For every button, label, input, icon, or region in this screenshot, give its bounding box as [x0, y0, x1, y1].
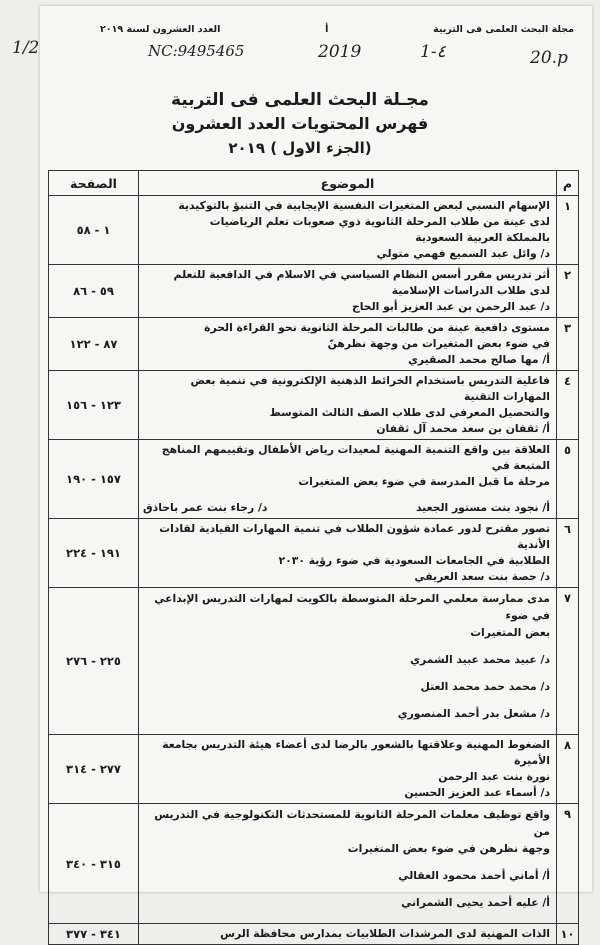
title-line: وجهة نظرهن في ضوء بعض المتغيرات: [347, 842, 550, 855]
table-header-row: [49, 171, 579, 196]
header-issue-year: العدد العشرون لسنة ٢٠١٩: [100, 24, 221, 35]
author-name: د/ عبد الرحمن بن عبد العزيز أبو الحاج: [351, 300, 550, 313]
title-line: العلاقة بين واقع التنمية المهنية لمعيدات رياض الأطفال وتقييمهم المناهج المتبعة في: [161, 443, 550, 472]
row-number: ٨: [557, 735, 579, 804]
table-row: [49, 519, 579, 588]
row-number: ٣: [557, 318, 579, 371]
row-topic: [139, 588, 557, 735]
author-name: أ/ مها صالح محمد الصقيري: [408, 353, 550, 366]
table-row: [49, 196, 579, 265]
header-pages: الصفحة: [49, 171, 139, 196]
running-header: [100, 24, 574, 35]
page-range: ١٢٣ - ١٥٦: [49, 371, 139, 440]
toc-title: فهرس المحتويات العدد العشرون: [171, 114, 429, 133]
header-num: م: [557, 171, 579, 196]
row-topic: [139, 265, 557, 318]
row-topic: [139, 924, 557, 945]
handwritten-fraction: 1/2: [12, 38, 40, 58]
author-name: أ/ أماني أحمد محمود العقالي: [398, 869, 550, 882]
table-row: [49, 265, 579, 318]
title-line: فاعلية التدريس باستخدام الخرائط الذهنية الإلكترونية في تنمية بعض المهارات التقنية: [190, 374, 550, 403]
row-number: ١٠: [557, 924, 579, 945]
title-line: نورة بنت عبد الرحمن: [438, 770, 550, 783]
author-pair: [143, 500, 550, 516]
row-topic: [139, 519, 557, 588]
table-row: [49, 804, 579, 924]
author-name: أ/ عليه أحمد يحيى الشمراني: [401, 896, 550, 909]
part-title: (الجزء الاول ) ٢٠١٩: [228, 139, 372, 157]
handwritten-id: NC:9495465: [148, 42, 245, 60]
row-topic: [139, 440, 557, 519]
author-name: د/ حصة بنت سعد العريفي: [414, 570, 550, 583]
row-number: ١: [557, 196, 579, 265]
row-topic: [139, 804, 557, 924]
table-row: [49, 588, 579, 735]
table-row: [49, 318, 579, 371]
table-row: [49, 440, 579, 519]
author-name: أ/ ثقفان بن سعد محمد آل ثقفان: [376, 422, 550, 435]
page-range: ١ - ٥٨: [49, 196, 139, 265]
contents-table: [48, 170, 579, 945]
title-line: مدى ممارسة معلمي المرحلة المتوسطة بالكويت لمهارات التدريس الإبداعي في ضوء: [154, 592, 550, 622]
page-range: ٨٧ - ١٢٢: [49, 318, 139, 371]
title-block: [0, 88, 600, 160]
title-line: الإسهام النسبي لبعض المتغيرات النفسية الإيجابية في التنبؤ بالتوكيدية: [178, 199, 550, 212]
row-number: ٧: [557, 588, 579, 735]
page-range: ٣٤١ - ٣٧٧: [49, 924, 139, 945]
author-name: د/ محمد حمد محمد العتل: [420, 680, 550, 693]
title-line: بالمملكة العربية السعودية: [415, 231, 550, 244]
title-line: والتحصيل المعرفي لدى طلاب الصف الثالث المتوسط: [269, 406, 550, 419]
row-topic: [139, 371, 557, 440]
title-line: في ضوء بعض المتغيرات من وجهة نظرهنّ: [327, 337, 550, 350]
title-line: مستوى دافعية عينة من طالبات المرحلة الثانوية نحو القراءة الحرة: [204, 321, 550, 334]
row-number: ٩: [557, 804, 579, 924]
page-range: ٣١٥ - ٣٤٠: [49, 804, 139, 924]
title-line: الذات المهنية لدى المرشدات الطلابيات بمدارس محافظة الرس: [220, 927, 550, 940]
row-topic: [139, 735, 557, 804]
author-name: د/ عبيد محمد عبيد الشمري: [410, 653, 550, 666]
row-number: ٤: [557, 371, 579, 440]
author-name: د/ مشعل بدر أحمد المنصوري: [397, 707, 550, 720]
row-number: ٥: [557, 440, 579, 519]
title-line: بعض المتغيرات: [470, 626, 550, 639]
row-topic: [139, 318, 557, 371]
title-line: لدى طلاب الدراسات الإسلامية: [391, 284, 550, 297]
title-line: أثر تدريس مقرر أسس النظام السياسي في الاسلام في الدافعية للتعلم: [173, 268, 550, 281]
handwritten-range: 1-٤: [420, 42, 446, 62]
title-line: لدى عينة من طلاب المرحلة الثانوية ذوي صعوبات تعلم الرياضيات: [209, 215, 550, 228]
page-range: ٥٩ - ٨٦: [49, 265, 139, 318]
row-number: ٢: [557, 265, 579, 318]
author-name: د/ أسماء عبد العزيز الحسين: [404, 786, 550, 799]
author-name: د/ رجاء بنت عمر باحاذق: [143, 501, 268, 514]
title-line: مرحلة ما قبل المدرسة في ضوء بعض المتغيرات: [298, 475, 550, 488]
page-range: ٢٧٧ - ٣١٤: [49, 735, 139, 804]
table-row: [49, 924, 579, 945]
title-line: تصور مقترح لدور عمادة شؤون الطلاب في تنمية المهارات القيادية لقادات الأندية: [159, 522, 550, 551]
header-page-number: أ: [325, 24, 329, 35]
header-journal: مجلة البحث العلمى فى التربية: [433, 24, 574, 35]
row-number: ٦: [557, 519, 579, 588]
title-line: واقع توظيف معلمات المرحلة الثانوية للمستحدثات التكنولوجية في التدريس من: [154, 808, 550, 838]
handwritten-count: 20.p: [530, 48, 568, 68]
table-row: [49, 371, 579, 440]
handwritten-year: 2019: [318, 42, 362, 62]
title-line: الطلابية في الجامعات السعودية في ضوء رؤية ٢٠٣٠: [278, 554, 550, 567]
page-range: ١٥٧ - ١٩٠: [49, 440, 139, 519]
row-topic: [139, 196, 557, 265]
page-range: ١٩١ - ٢٢٤: [49, 519, 139, 588]
header-topic: الموضوع: [139, 171, 557, 196]
table-row: [49, 735, 579, 804]
page-range: ٢٢٥ - ٢٧٦: [49, 588, 139, 735]
author-name: أ/ نجود بنت مستور الجعيد: [415, 501, 550, 514]
journal-title: مجـلة البحث العلمى فى التربية: [171, 90, 429, 110]
author-name: د/ وائل عبد السميع فهمي متولي: [376, 247, 550, 260]
title-line: الضغوط المهنية وعلاقتها بالشعور بالرضا لدى أعضاء هيئة التدريس بجامعة الأميرة: [162, 738, 550, 767]
